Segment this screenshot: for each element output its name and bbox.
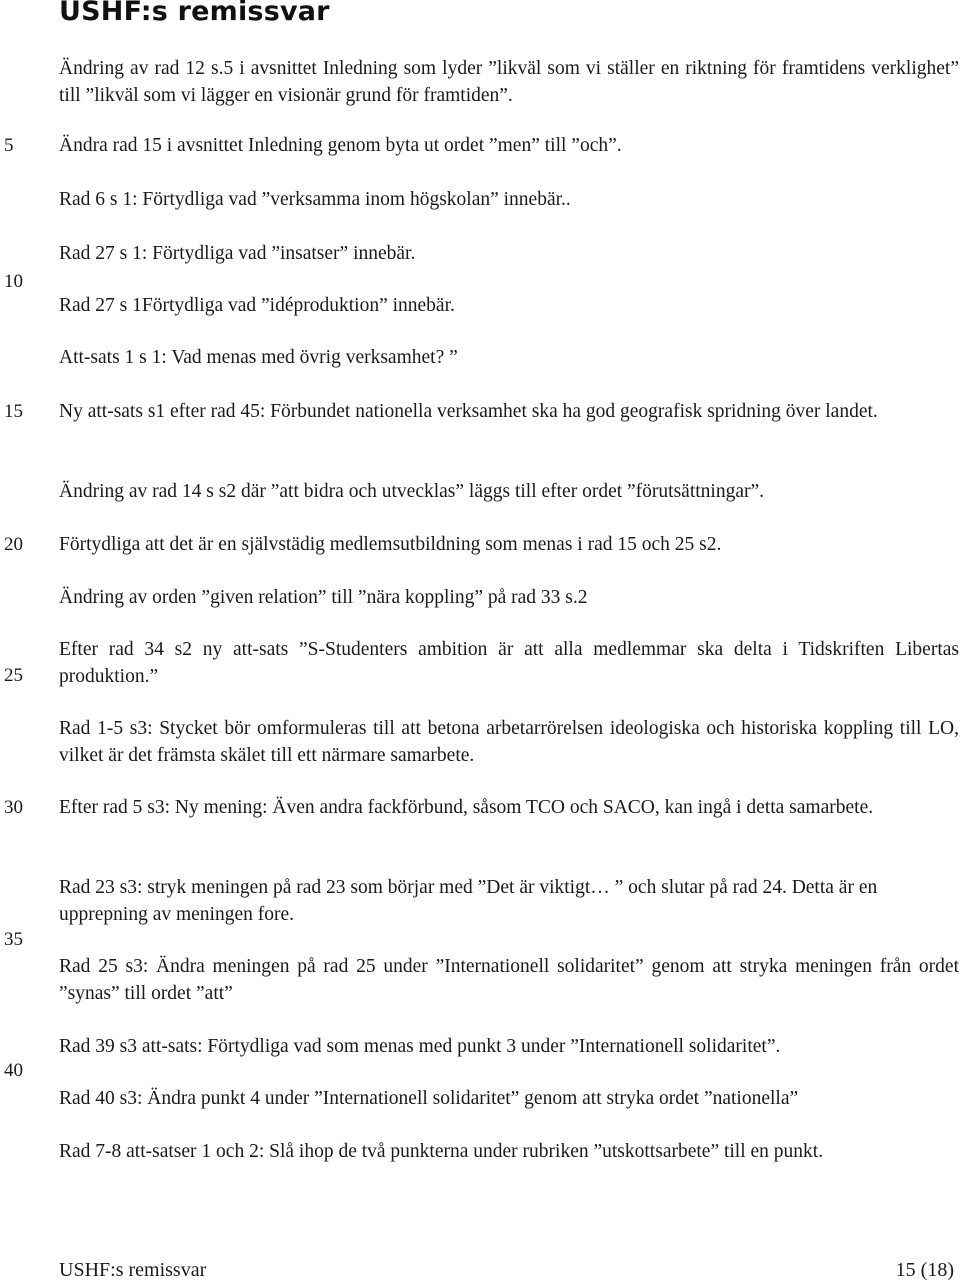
line-number: 20 — [4, 534, 23, 555]
paragraph: Förtydliga att det är en självstädig medlemsutbildning som menas i rad 15 och 25 s2. — [59, 534, 722, 555]
paragraph: Rad 40 s3: Ändra punkt 4 under ”Internationell solidaritet” genom att stryka ordet ”nationella” — [59, 1088, 799, 1109]
paragraph: Rad 1-5 s3: Stycket bör omformuleras till att betona arbetarrörelsen ideologiska och historiska koppling till LO, vilket är det främsta skälet till ett närmare samarbete. — [59, 718, 959, 766]
paragraph: Rad 39 s3 att-sats: Förtydliga vad som menas med punkt 3 under ”Internationell solidaritet”. — [59, 1036, 781, 1057]
page-title: USHF:s remissvar — [59, 0, 330, 27]
paragraph: Ändring av rad 14 s s2 där ”att bidra och utvecklas” läggs till efter ordet ”förutsättningar”. — [59, 481, 765, 502]
paragraph: Att-sats 1 s 1: Vad menas med övrig verksamhet? ” — [59, 347, 458, 368]
paragraph: Rad 25 s3: Ändra meningen på rad 25 under ”Internationell solidaritet” genom att stryka meningen från ordet ”synas” till ordet ”att” — [59, 956, 959, 1004]
line-number: 10 — [4, 271, 23, 292]
line-number: 35 — [4, 929, 23, 950]
paragraph: Rad 7-8 att-satser 1 och 2: Slå ihop de två punkterna under rubriken ”utskottsarbete” till en punkt. — [59, 1141, 824, 1162]
paragraph: Ändring av orden ”given relation” till ”nära koppling” på rad 33 s.2 — [59, 587, 588, 608]
line-number: 30 — [4, 797, 23, 818]
line-number: 15 — [4, 401, 23, 422]
paragraph: Rad 23 s3: stryk meningen på rad 23 som börjar med ”Det är viktigt… ” och slutar på rad 24. Detta är en upprepning av meningen fore. — [59, 877, 878, 925]
paragraph: Ändra rad 15 i avsnittet Inledning genom byta ut ordet ”men” till ”och”. — [59, 135, 622, 156]
paragraph: Ändring av rad 12 s.5 i avsnittet Inledning som lyder ”likväl som vi ställer en riktning för framtidens verklighet” till ”likväl som vi lägger en visionär grund för framtiden”. — [59, 58, 959, 106]
page-number: 15 (18) — [895, 1259, 954, 1281]
paragraph: Rad 6 s 1: Förtydliga vad ”verksamma inom högskolan” innebär.. — [59, 189, 571, 210]
line-number: 40 — [4, 1060, 23, 1081]
footer-title: USHF:s remissvar — [59, 1259, 207, 1281]
paragraph: Efter rad 34 s2 ny att-sats ”S-Studenters ambition är att alla medlemmar ska delta i Tidskriften Libertas produktion.” — [59, 639, 959, 687]
paragraph: Rad 27 s 1: Förtydliga vad ”insatser” innebär. — [59, 243, 416, 264]
line-number: 25 — [4, 665, 23, 686]
line-number: 5 — [4, 135, 14, 156]
paragraph: Ny att-sats s1 efter rad 45: Förbundet nationella verksamhet ska ha god geografisk spridning över landet. — [59, 401, 878, 422]
paragraph: Efter rad 5 s3: Ny mening: Även andra fackförbund, såsom TCO och SACO, kan ingå i detta samarbete. — [59, 797, 874, 818]
paragraph: Rad 27 s 1Förtydliga vad ”idéproduktion” innebär. — [59, 295, 455, 316]
